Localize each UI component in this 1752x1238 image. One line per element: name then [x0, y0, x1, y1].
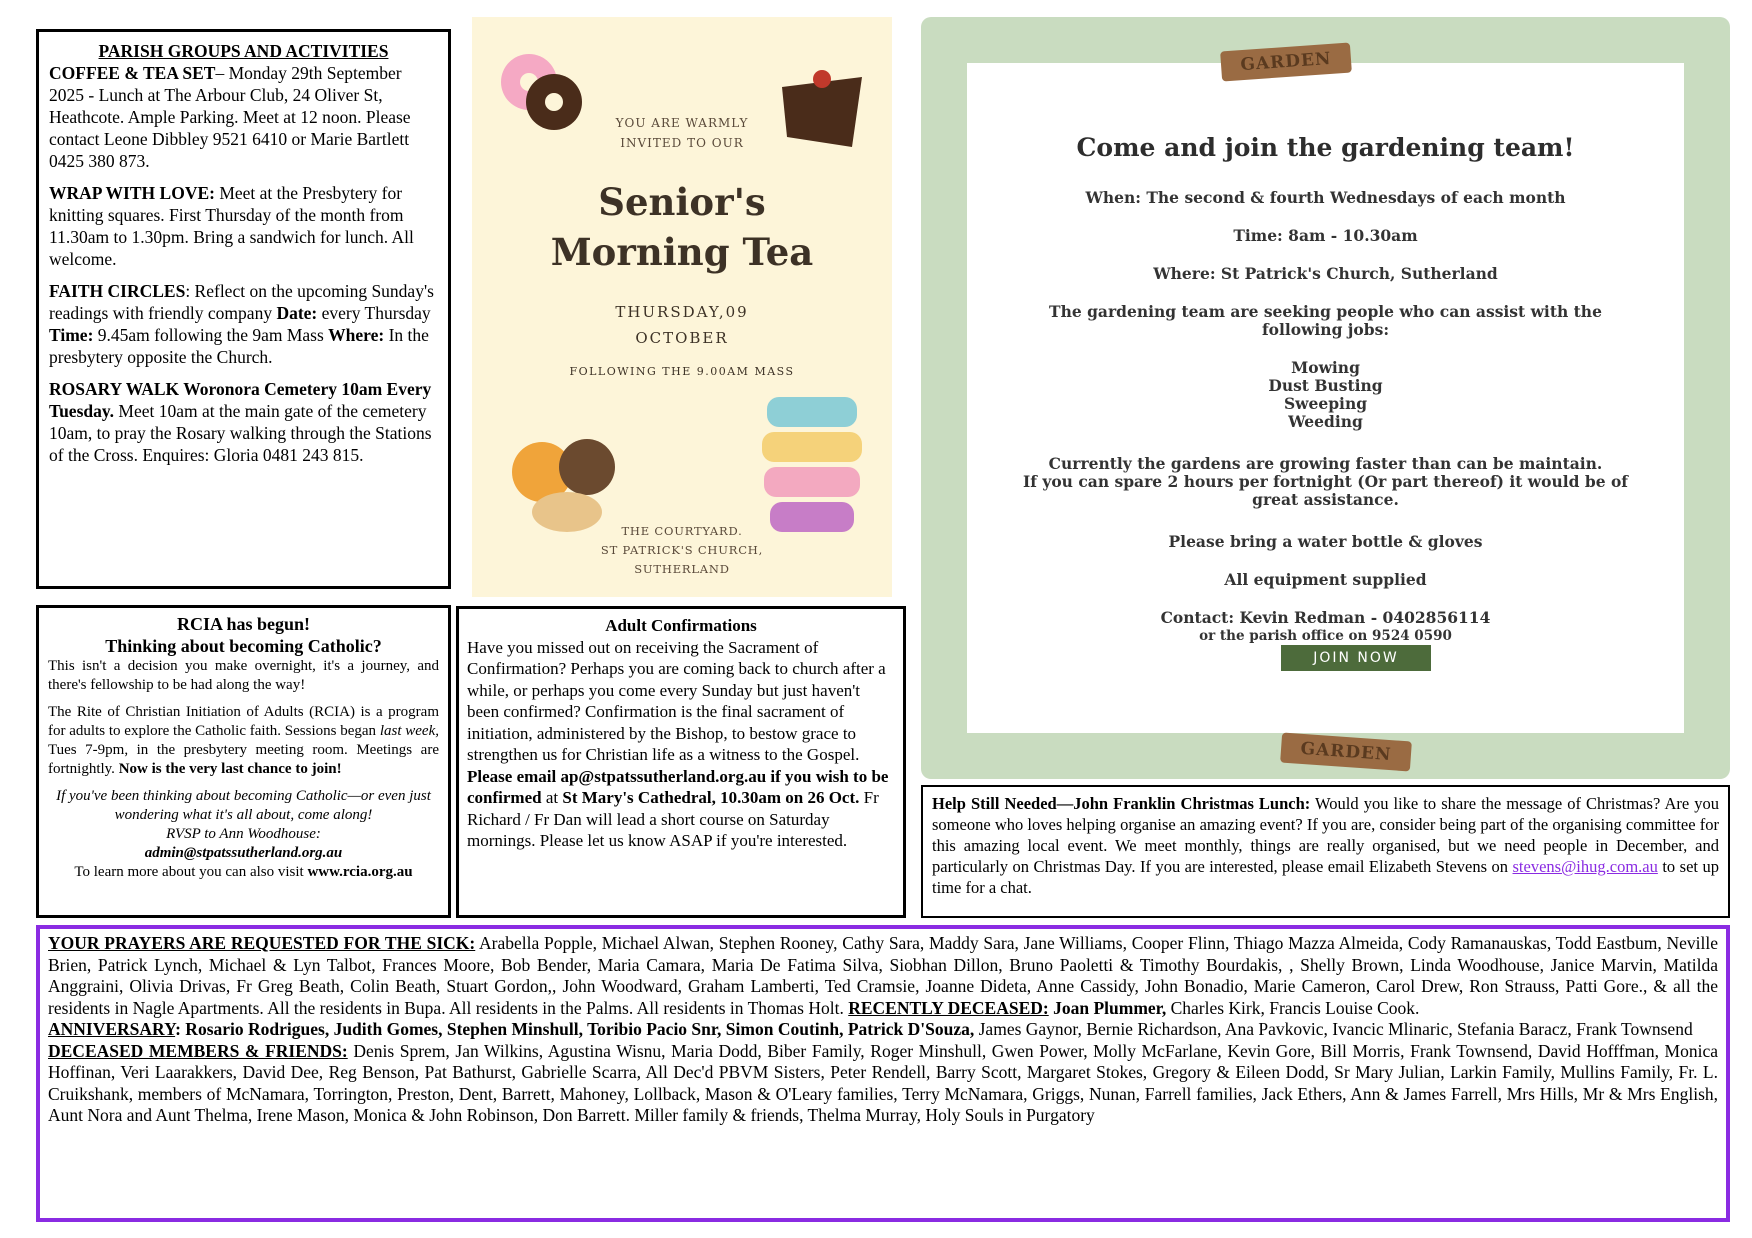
recently-deceased-label: RECENTLY DECEASED:	[848, 997, 1049, 1018]
sick-label: YOUR PRAYERS ARE REQUESTED FOR THE SICK:	[48, 933, 476, 953]
tea-invitation: YOU ARE WARMLY INVITED TO OUR	[615, 116, 749, 150]
morning-tea-flyer	[472, 17, 892, 597]
rcia-intro: This isn't a decision you make overnight, it's a journey, and there's fellowship to be had along the way!	[48, 658, 439, 693]
prayers-box: YOUR PRAYERS ARE REQUESTED FOR THE SICK: Arabella Popple, Michael Alwan, Stephen Rooney, Cathy Sara, Maddy Sara, Jane Williams, Cooper Flinn, Thiago Mazza Almeida, Cody Ramanauskas, Todd Eastbum, Neville Brien, Patrick Lynch, Michael & Lyn Talbot, Frances Moore, Bob Bender, Maria Camara, Maria De Fatima Silva, Siobhan Dillon, Bruno Paoletti & Timothy Bourdakis, , Shelly Brown, Linda Woodhouse, Janice Marvin, Matilda Anggraini, Olivia Drivas, Fr Greg Beath, Colin Beath, Stuart Gordon,, John Woodward, Graham Lamberti, Ted Cramsie, Joanne Dideta, Anne Cassidy, John Bonadio, Marie Cameron, Carol Drew, Ron Strauss, Patti Gore., & all the residents in Nagle Apartments. All the residents in Bupa. All residents in the Palms. All residents in Thomas Holt. RECENTLY DECEASED: Joan Plummer, Charles Kirk, Francis Louise Cook. ANNIVERSARY: Rosario Rodrigues, Judith Gomes, Stephen Minshull, Toribio Pacio Snr, Simon Coutinh, Patrick D'Souza, James Gaynor, Bernie Richardson, Ana Pavkovic, Ivancic Mlinaric, Stefania Baracz, Frank Townsend DECEASED MEMBERS & FRIENDS: Denis Sprem, Jan Wilkins, Agustina Wisnu, Maria Dodd, Biber Family, Roger Minshull, Gwen Power, Molly McFarlane, Kevin Gore, Bill Morris, Frank Townsend, David Hofffman, Monica Hoffinan, Veri Laarakkers, David Dee, Reg Benson, Pat Bathurst, Gabrielle Scarra, All Dec'd PBVM Sisters, Peter Rendell, Barry Scott, Margaret Stokes, Gregory & Eileen Dodd, Sr Mary Julian, Larkin Family, Mullins Family, Fr. L. Cruikshank, members of McNamara, Torrington, Preston, Dent, Barrett, Mahoney, Lollback, Mason & O'Leary families, Terry McNamara, Griggs, Nunan, Farrell families, Jack Ethers, Ann & James Farrell, Mrs Hills, Mr & Mrs English, Aunt Nora and Aunt Thelma, Irene Mason, Monica & John Robinson, Don Barrett. Miller family & friends, Thelma Murray, Holy Souls in Purgatory	[36, 925, 1730, 1222]
garden-sign-top: GARDEN	[1220, 43, 1352, 82]
wrap-with-love-item: WRAP WITH LOVE: Meet at the Presbytery for knitting squares. First Thursday of the month from 11.30am to 1.30pm. Bring a sandwich for lunch. All welcome.	[49, 183, 414, 269]
garden-where: Where: St Patrick's Church, Sutherland	[1153, 264, 1498, 283]
coffee-tea-item: COFFEE & TEA SET– Monday 29th September 2025 - Lunch at The Arbour Club, 24 Oliver St, Heathcote. Ample Parking. Meet at 12 noon. Please contact Leone Dibbley 9521 6410 or Marie Bartlett 0425 380 873.	[49, 63, 411, 171]
faith-circles-item: FAITH CIRCLES: Reflect on the upcoming Sunday's readings with friendly company Date: every Thursday Time: 9.45am following the 9am Mass Where: In the presbytery opposite the Church.	[49, 281, 434, 367]
garden-growing: Currently the gardens are growing faster than can be maintain. If you can spare 2 hours per fortnight (Or part thereof) it would be of great assistance.	[1023, 454, 1628, 509]
rcia-heading: RCIA has begun! Thinking about becoming Catholic?	[105, 614, 382, 656]
rcia-website-link[interactable]: www.rcia.org.au	[307, 864, 413, 880]
garden-bring: Please bring a water bottle & gloves	[1168, 532, 1483, 551]
help-email-link[interactable]: stevens@ihug.com.au	[1512, 857, 1658, 876]
confirmations-body: Have you missed out on receiving the Sacrament of Confirmation? Perhaps you are coming back to church after a while, or perhaps you come every Sunday but just haven't been confirmed? Confirmation is the final sacrament of initiation, administered by the Bishop, to bestow grace to strengthen us for Christian life as a witness to the Gospel. Please email ap@stpatssutherland.org.au if you wish to be confirmed at St Mary's Cathedral, 10.30am on 26 Oct. Fr Richard / Fr Dan will lead a short course on Saturday mornings. Please let us know ASAP if you're interested.	[467, 637, 889, 850]
anniversary-label: ANNIVERSARY	[48, 1019, 176, 1039]
garden-time: Time: 8am - 10.30am	[1233, 226, 1418, 245]
rcia-footer: If you've been thinking about becoming Catholic—or even just wondering what it's all about, come along! RVSP to Ann Woodhouse: admin@stpatssutherland.org.au To learn more about you can also visit www.rcia.org.au	[56, 788, 431, 880]
job-item: Dust Busting	[1268, 376, 1383, 395]
join-now-button[interactable]: JOIN NOW	[1281, 645, 1431, 671]
gardening-flyer	[921, 17, 1730, 779]
help-label: Help Still Needed—John Franklin Christmas Lunch:	[932, 794, 1311, 813]
garden-sign-bottom: GARDEN	[1280, 733, 1412, 772]
garden-when: When: The second & fourth Wednesdays of each month	[1085, 188, 1566, 207]
cookies-illustration	[502, 427, 652, 537]
rosary-walk-item: ROSARY WALK Woronora Cemetery 10am Every Tuesday. Meet 10am at the main gate of the cemetery 10am, to pray the Rosary walking through the Stations of the Cross. Enquires: Gloria 0481 243 815.	[49, 379, 432, 465]
deceased-members-label: DECEASED MEMBERS & FRIENDS:	[48, 1040, 348, 1061]
job-item: Mowing	[1291, 358, 1360, 377]
parish-groups-box	[36, 29, 451, 589]
rcia-box	[36, 605, 451, 918]
garden-equipment: All equipment supplied	[1224, 570, 1427, 589]
tea-date: THURSDAY,09 OCTOBER	[615, 303, 749, 347]
garden-contact: Contact: Kevin Redman - 0402856114	[1160, 608, 1491, 627]
rcia-email[interactable]: admin@stpatssutherland.org.au	[144, 845, 343, 861]
confirmations-title: Adult Confirmations	[605, 616, 757, 635]
garden-title: Come and join the gardening team!	[1076, 133, 1575, 162]
rcia-body: The Rite of Christian Initiation of Adults (RCIA) is a program for adults to explore the Catholic faith. Sessions began last week, Tues 7-9pm, in the presbytery meeting room. Meetings are fortnightly. Now is the very last chance to join!	[48, 704, 439, 777]
christmas-lunch-box: Help Still Needed—John Franklin Christmas Lunch: Would you like to share the message of Christmas? Are you someone who loves helping organise an amazing event? If you are, consider being part of the organising committee for this amazing local event. We meet monthly, things are really organised, but we need people in December, and particularly on Christmas Day. If you are interested, please email Elizabeth Stevens on stevens@ihug.com.au to set up time for a chat.	[921, 785, 1730, 918]
parish-groups-title: PARISH GROUPS AND ACTIVITIES	[98, 41, 389, 61]
job-item: Weeding	[1288, 412, 1363, 431]
tea-venue: THE COURTYARD. ST PATRICK'S CHURCH, SUTHERLAND	[600, 524, 764, 576]
tea-title: Senior's Morning Tea	[550, 180, 814, 274]
adult-confirmations-box	[456, 606, 906, 918]
garden-jobs	[1011, 359, 1640, 431]
garden-seeking: The gardening team are seeking people who can assist with the following jobs:	[1049, 302, 1602, 339]
tea-following: FOLLOWING THE 9.00AM MASS	[569, 365, 795, 378]
job-item: Sweeping	[1283, 394, 1368, 413]
garden-office: or the parish office on 9524 0590	[1199, 628, 1452, 644]
